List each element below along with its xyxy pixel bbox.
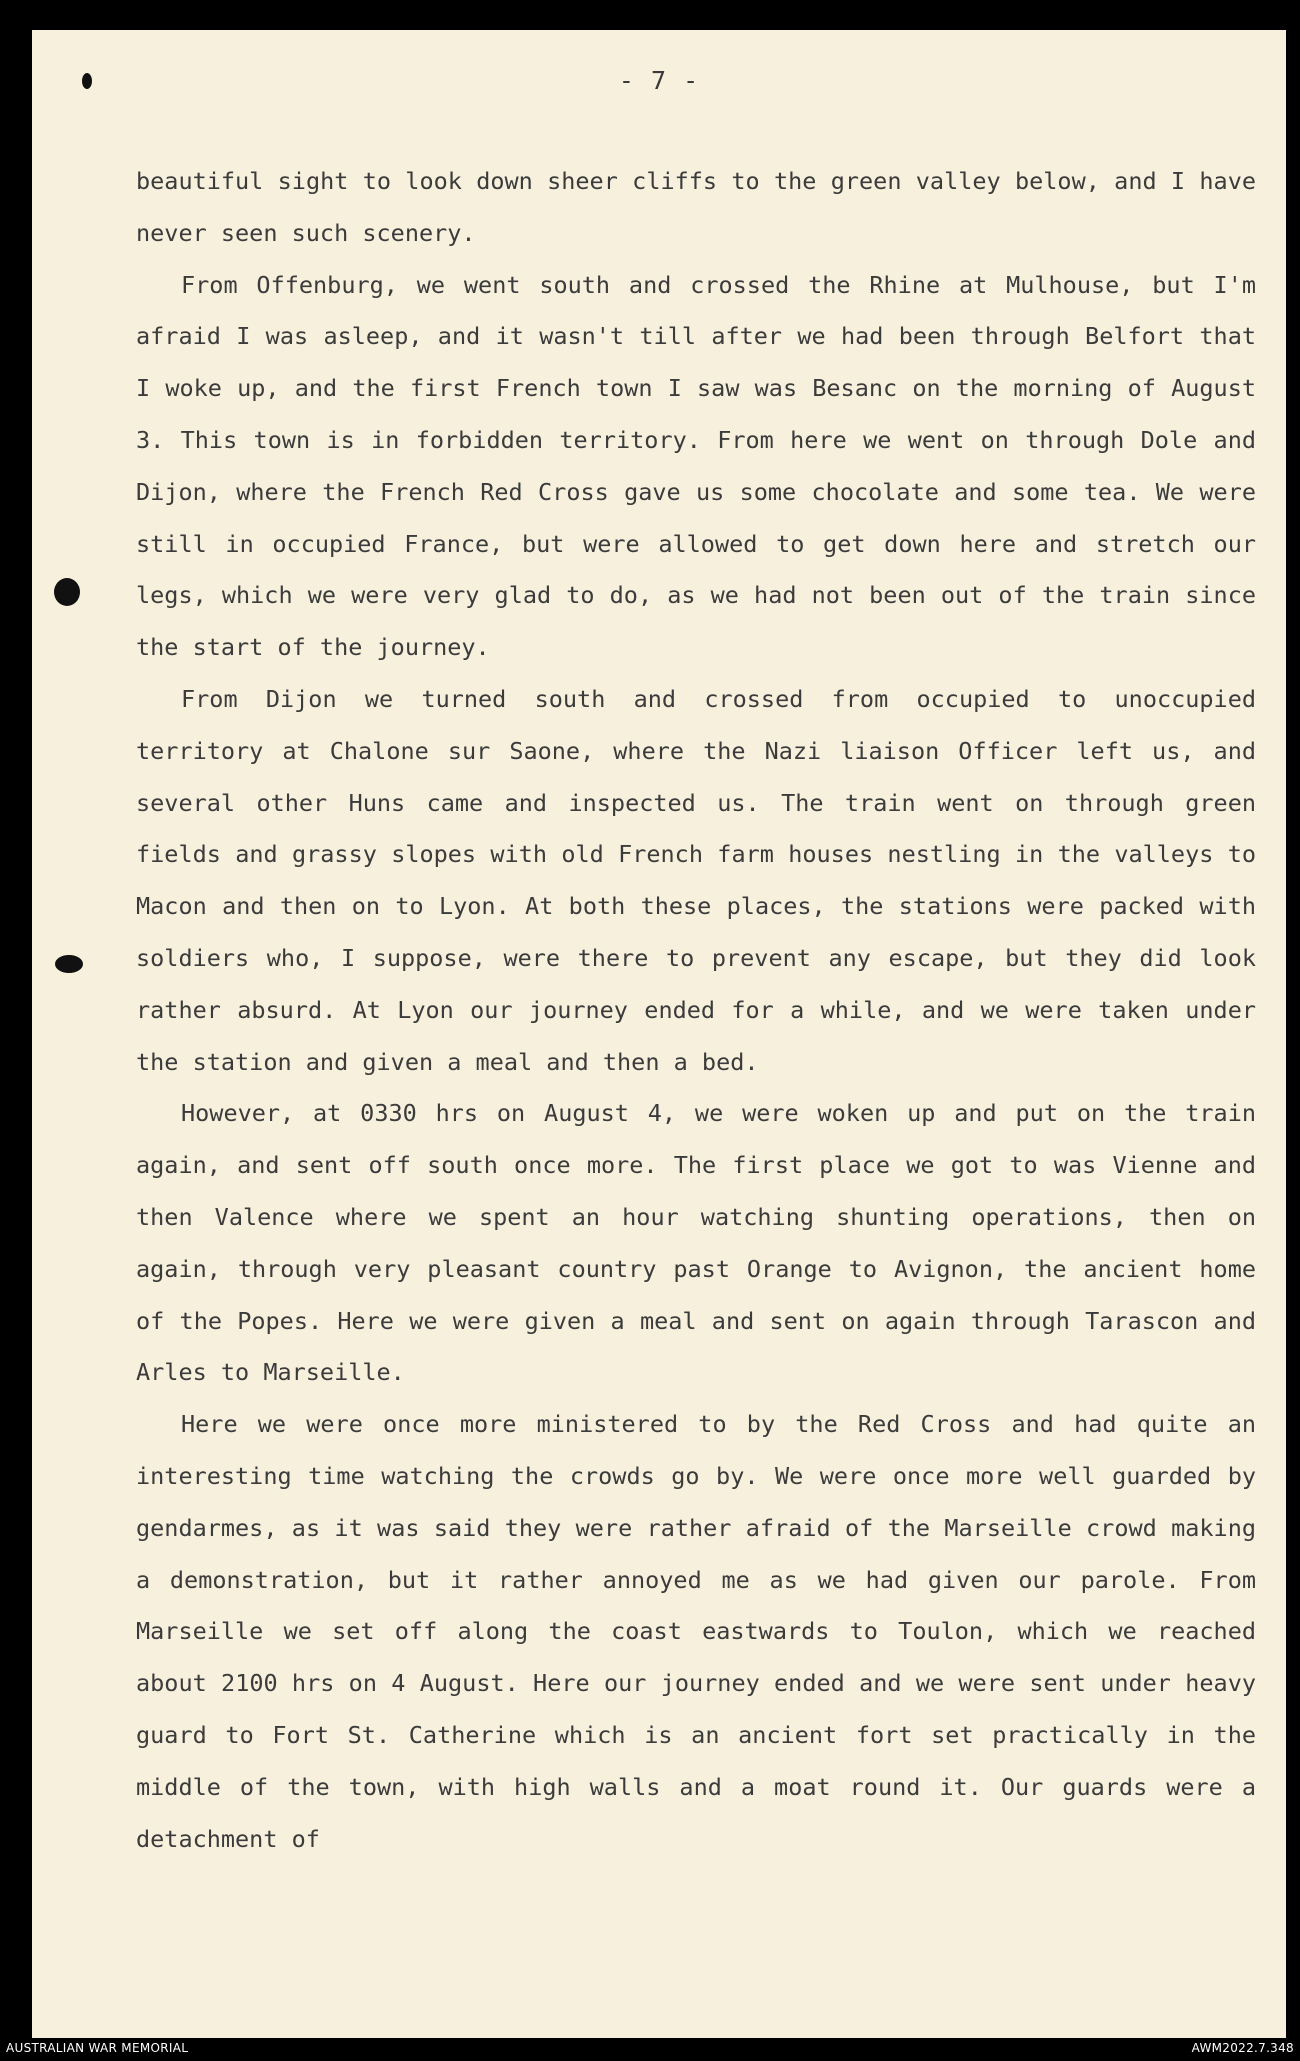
paragraph: From Offenburg, we went south and crossed the Rhine at Mulhouse, but I'm afraid I was asleep, and it wasn't till after we had been through Belfort that I woke up, and the first French town I saw was Besanc on the morning of August 3. This town is in forbidden territory. From here we went on through Dole and Dijon, where the French Red Cross gave us some chocolate and some tea. We were still in occupied France, but were allowed to get down here and stretch our legs, which we were very glad to do, as we had not been out of the train since the start of the journey.	[136, 270, 1256, 662]
archive-credit: AUSTRALIAN WAR MEMORIAL	[6, 2041, 189, 2055]
paragraph: From Dijon we turned south and crossed from occupied to unoccupied territory at Chalone sur Saone, where the Nazi liaison Officer left us, and several other Huns came and inspected us. The train went on through green fields and grassy slopes with old French farm houses nestling in the valleys to Macon and then on to Lyon. At both these places, the stations were packed with soldiers who, I suppose, were there to prevent any escape, but they did look rather absurd. At Lyon our journey ended for a while, and we were taken under the station and given a meal and then a bed.	[136, 684, 1256, 1076]
typed-text-body	[136, 156, 1256, 1865]
paragraph: beautiful sight to look down sheer cliffs to the green valley below, and I have never seen such scenery.	[136, 167, 1256, 247]
paragraph: However, at 0330 hrs on August 4, we were woken up and put on the train again, and sent off south once more. The first place we got to was Vienne and then Valence where we spent an hour watching shunting operations, then on again, through very pleasant country past Orange to Avignon, the ancient home of the Popes. Here we were given a meal and sent on again through Tarascon and Arles to Marseille.	[136, 1099, 1256, 1387]
archive-reference: AWM2022.7.348	[1191, 2041, 1294, 2055]
document-page	[32, 30, 1286, 2038]
punch-hole	[55, 955, 83, 973]
punch-hole	[54, 578, 80, 606]
paragraph: Here we were once more ministered to by the Red Cross and had quite an interesting time watching the crowds go by. We were once more well guarded by gendarmes, as it was said they were rather afraid of the Marseille crowd making a demonstration, but it rather annoyed me as we had given our parole. From Marseille we set off along the coast eastwards to Toulon, which we reached about 2100 hrs on 4 August. Here our journey ended and we were sent under heavy guard to Fort St. Catherine which is an ancient fort set practically in the middle of the town, with high walls and a moat round it. Our guards were a detachment of	[136, 1410, 1256, 1853]
page-number: - 7 -	[618, 66, 700, 95]
